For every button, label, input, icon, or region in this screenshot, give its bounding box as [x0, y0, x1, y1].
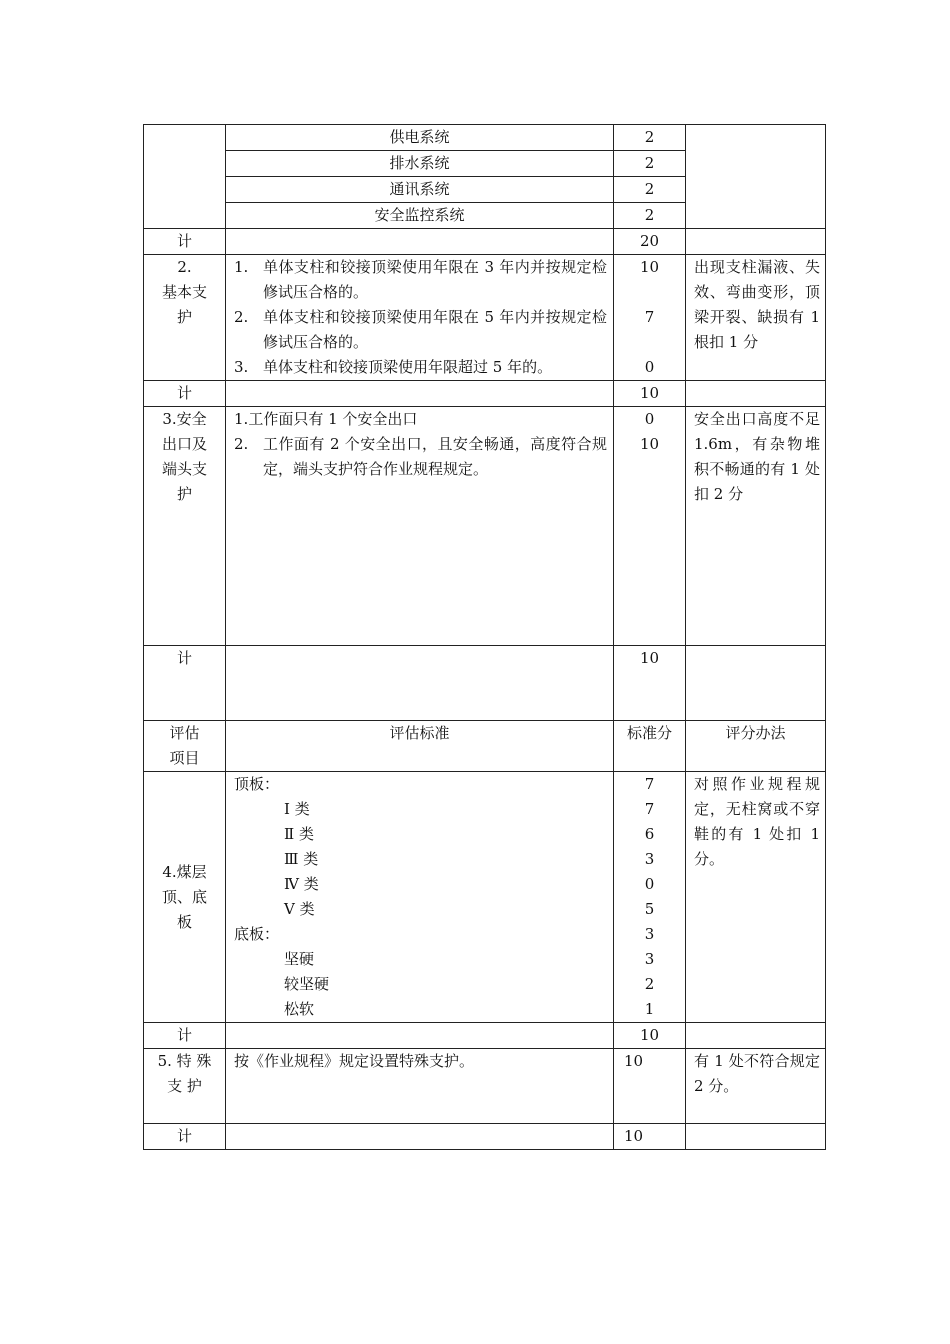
criteria-text: 按《作业规程》规定设置特殊支护。: [226, 1049, 614, 1124]
scoring-method: 对照作业规程规定，无柱窝或不穿鞋的有 1 处扣 1 分。: [686, 772, 826, 1023]
top-row-score: 2: [614, 177, 686, 203]
score-column: 0 10: [614, 407, 686, 646]
subtotal-score: 20: [614, 229, 686, 255]
subtotal-score: 10: [614, 1023, 686, 1049]
subtotal-label: 计: [144, 229, 226, 255]
header-method: 评分办法: [686, 721, 826, 772]
score-column: 7 7 6 3 0 5 3 3 2 1: [614, 772, 686, 1023]
top-row-score: 2: [614, 203, 686, 229]
subtotal-score: 10: [614, 646, 686, 721]
subtotal-label: 计: [144, 1023, 226, 1049]
scoring-method: 有 1 处不符合规定 2 分。: [686, 1049, 826, 1124]
top-item-cell: [144, 125, 226, 229]
section-title: 4.煤层 顶、底 板: [144, 772, 226, 1023]
section-title: 2. 基本支 护: [144, 255, 226, 381]
subtotal-label: 计: [144, 646, 226, 721]
criteria-list: 1. 单体支柱和铰接顶梁使用年限在 3 年内并按规定检修试压合格的。 2. 单体支柱和铰接顶梁使用年限在 5 年内并按规定检修试压合格的。 3. 单体支柱和铰接顶梁使用年限超过 5 年的。: [226, 255, 614, 381]
subtotal-score: 10: [614, 1124, 686, 1150]
top-row-item: 排水系统: [226, 151, 614, 177]
score-column: 10 7 0: [614, 255, 686, 381]
score-value: 10: [614, 1049, 686, 1124]
subtotal-score: 10: [614, 381, 686, 407]
scoring-method: 出现支柱漏液、失效、弯曲变形，顶梁开裂、缺损有 1 根扣 1 分: [686, 255, 826, 381]
header-criteria: 评估标准: [226, 721, 614, 772]
criteria-list: 1.工作面只有 1 个安全出口 2. 工作面有 2 个安全出口，且安全畅通，高度符合规定，端头支护符合作业规程规定。: [226, 407, 614, 646]
criteria-list: 顶板： Ⅰ 类 Ⅱ 类 Ⅲ 类 Ⅳ 类 Ⅴ 类 底板： 坚硬 较坚硬 松软: [226, 772, 614, 1023]
section-title: 5. 特 殊 支 护: [144, 1049, 226, 1124]
top-row-score: 2: [614, 151, 686, 177]
top-row-item: 通讯系统: [226, 177, 614, 203]
top-row-score: 2: [614, 125, 686, 151]
header-item: 评估 项目: [144, 721, 226, 772]
section-title: 3.安全 出口及 端头支 护: [144, 407, 226, 646]
header-score: 标准分: [614, 721, 686, 772]
scoring-method: 安全出口高度不足 1.6m，有杂物堆积不畅通的有 1 处扣 2 分: [686, 407, 826, 646]
subtotal-label: 计: [144, 1124, 226, 1150]
top-row-item: 安全监控系统: [226, 203, 614, 229]
subtotal-label: 计: [144, 381, 226, 407]
evaluation-table: [143, 124, 826, 1150]
top-method-cell: [686, 125, 826, 229]
top-row-item: 供电系统: [226, 125, 614, 151]
